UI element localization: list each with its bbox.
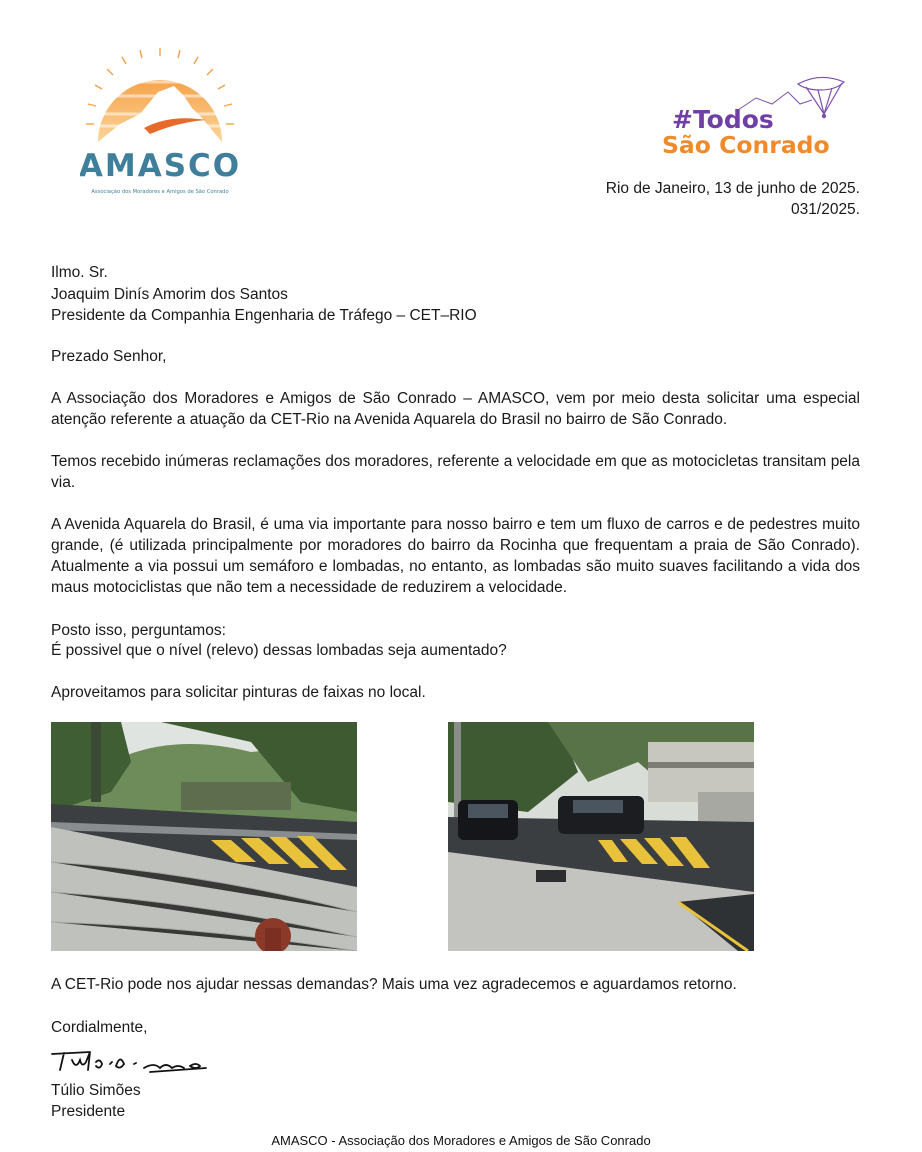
recipient-salutation: Ilmo. Sr.	[51, 264, 108, 281]
handwritten-signature	[50, 1048, 210, 1076]
amasco-sun-emblem	[80, 44, 240, 200]
letter-date: Rio de Janeiro, 13 de junho de 2025.	[605, 180, 860, 197]
paragraph-4-line-2: É possivel que o nível (relevo) dessas lombadas seja aumentado?	[51, 642, 507, 659]
letter-reference-number: 031/2025.	[791, 201, 860, 218]
signer-name: Túlio Simões	[51, 1082, 141, 1099]
street-photo-2	[448, 722, 754, 951]
paragraph-3: A Avenida Aquarela do Brasil, é uma via importante para nosso bairro e tem um fluxo de carros e de pedestres muito grande, (é utilizada principalmente por moradores do bairro da Rocinha que frequentam a praia de São Conrado). Atualmente a via possui um semáforo e lombadas, no entanto, as lombadas são muito suaves facilitando a vida dos maus motociclistas que não tem a necessidade de reduzirem a velocidade.	[51, 516, 860, 596]
amasco-wordmark: AMASCO	[80, 148, 240, 184]
signer-role: Presidente	[51, 1103, 126, 1120]
valediction: Cordialmente,	[51, 1019, 148, 1036]
recipient-title: Presidente da Companhia Engenharia de Tráfego – CET–RIO	[51, 307, 477, 324]
recipient-name: Joaquim Dinís Amorim dos Santos	[51, 286, 288, 303]
street-photo-1	[51, 722, 357, 951]
todos-sao-conrado-logo	[660, 70, 860, 160]
amasco-tagline: Associação dos Moradores e Amigos de São Conrado	[91, 189, 229, 195]
paragraph-4-line-1: Posto isso, perguntamos:	[51, 622, 226, 639]
amasco-logo	[80, 44, 240, 200]
todos-line2: São Conrado	[662, 131, 830, 159]
paragraph-6: A CET-Rio pode nos ajudar nessas demandas? Mais uma vez agradecemos e aguardamos retorno.	[51, 976, 737, 993]
todos-logo-graphic	[660, 70, 860, 160]
greeting: Prezado Senhor,	[51, 348, 167, 365]
paragraph-2: Temos recebido inúmeras reclamações dos moradores, referente a velocidade em que as motocicletas transitam pela via.	[51, 453, 860, 491]
footer: AMASCO - Associação dos Moradores e Amigos de São Conrado	[271, 1133, 651, 1148]
paragraph-1: A Associação dos Moradores e Amigos de São Conrado – AMASCO, vem por meio desta solicitar uma especial atenção referente a atuação da CET-Rio na Avenida Aquarela do Brasil no bairro de São Conrado.	[51, 390, 860, 428]
paragraph-5: Aproveitamos para solicitar pinturas de faixas no local.	[51, 684, 426, 701]
todos-line1: #Todos	[672, 105, 774, 134]
